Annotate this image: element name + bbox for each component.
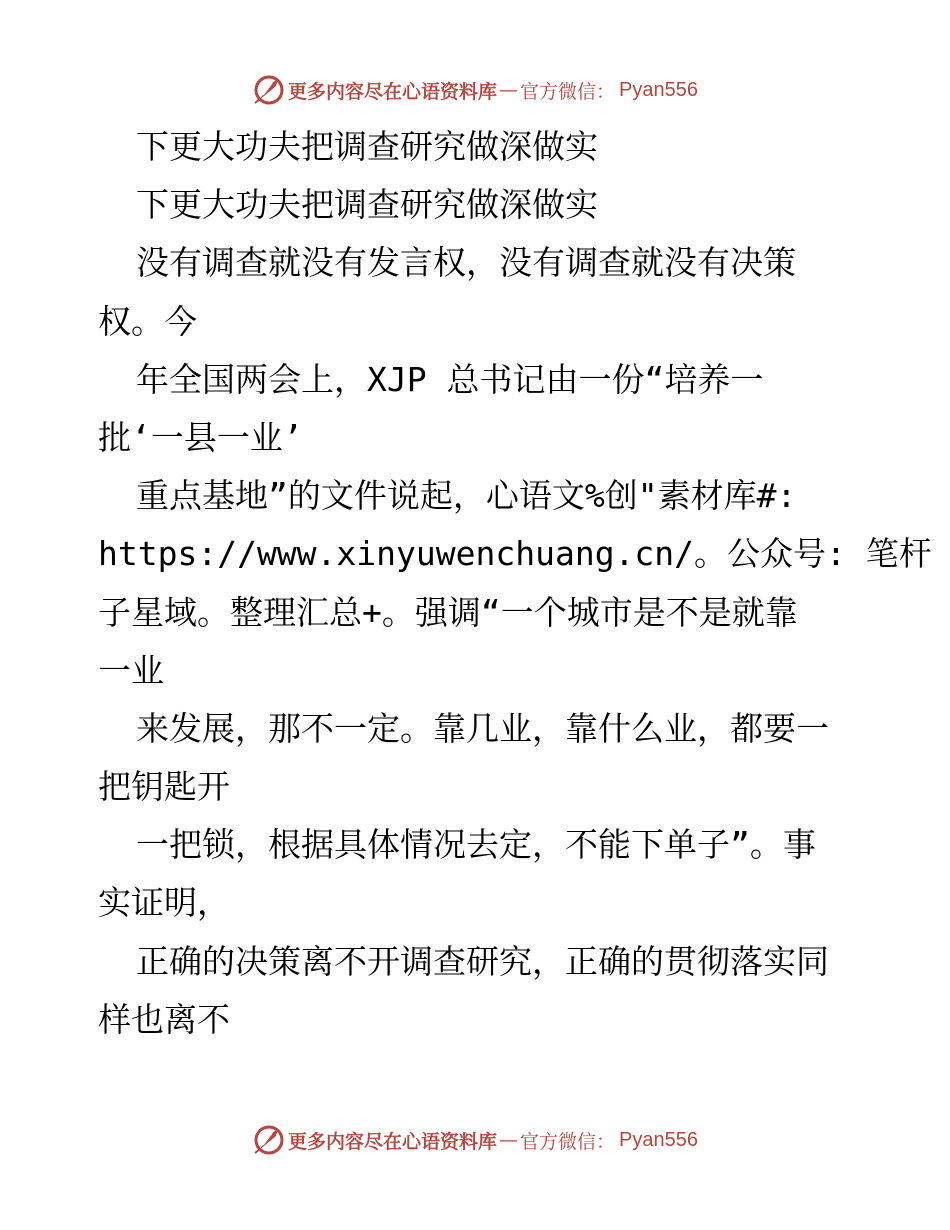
text-line: 来发展，那不一定。靠几业，靠什么业，都要一	[136, 708, 829, 748]
banner-separator: —	[499, 79, 519, 101]
banner-wechat-label: 官方微信：	[520, 1130, 616, 1153]
text-line: 一业	[98, 650, 164, 690]
text-line: 下更大功夫把调查研究做深做实	[136, 127, 598, 166]
text-line: 把钥匙开	[98, 767, 230, 807]
text-line: 正确的决策离不开调查研究，正确的贯彻落实同	[136, 941, 829, 981]
document-body	[98, 118, 932, 1049]
text-line: 年全国两会上，XJP 总书记由一份“培养一	[136, 359, 764, 399]
header-banner	[0, 70, 950, 110]
text-line: 子星域。整理汇总+。强调“一个城市是不是就靠	[98, 592, 798, 632]
banner-title: 更多内容尽在心语资料库	[288, 1130, 498, 1153]
banner-title: 更多内容尽在心语资料库	[288, 80, 498, 103]
text-line: 批‘一县一业’	[98, 417, 303, 457]
text-line: https://www.xinyuwenchuang.cn/。公众号: 笔杆	[98, 534, 932, 574]
text-line: 下更大功夫把调查研究做深做实	[136, 185, 598, 225]
text-line: 样也离不	[98, 999, 230, 1039]
footer-banner	[0, 1120, 950, 1160]
text-line: 没有调查就没有发言权，没有调查就没有决策	[136, 243, 796, 283]
banner-separator: —	[499, 1129, 519, 1151]
text-line: 一把锁，根据具体情况去定，不能下单子”。事	[136, 825, 816, 865]
banner-wechat-id: Pyan556	[619, 1128, 698, 1151]
text-line: 权。今	[98, 301, 197, 341]
quill-pen-logo-icon	[252, 73, 286, 107]
quill-pen-logo-icon	[252, 1123, 286, 1157]
banner-wechat-id: Pyan556	[619, 78, 698, 101]
text-line: 重点基地”的文件说起，心语文%创"素材库#:	[136, 476, 797, 516]
banner-wechat-label: 官方微信：	[520, 80, 616, 103]
text-line: 实证明，	[98, 883, 230, 923]
